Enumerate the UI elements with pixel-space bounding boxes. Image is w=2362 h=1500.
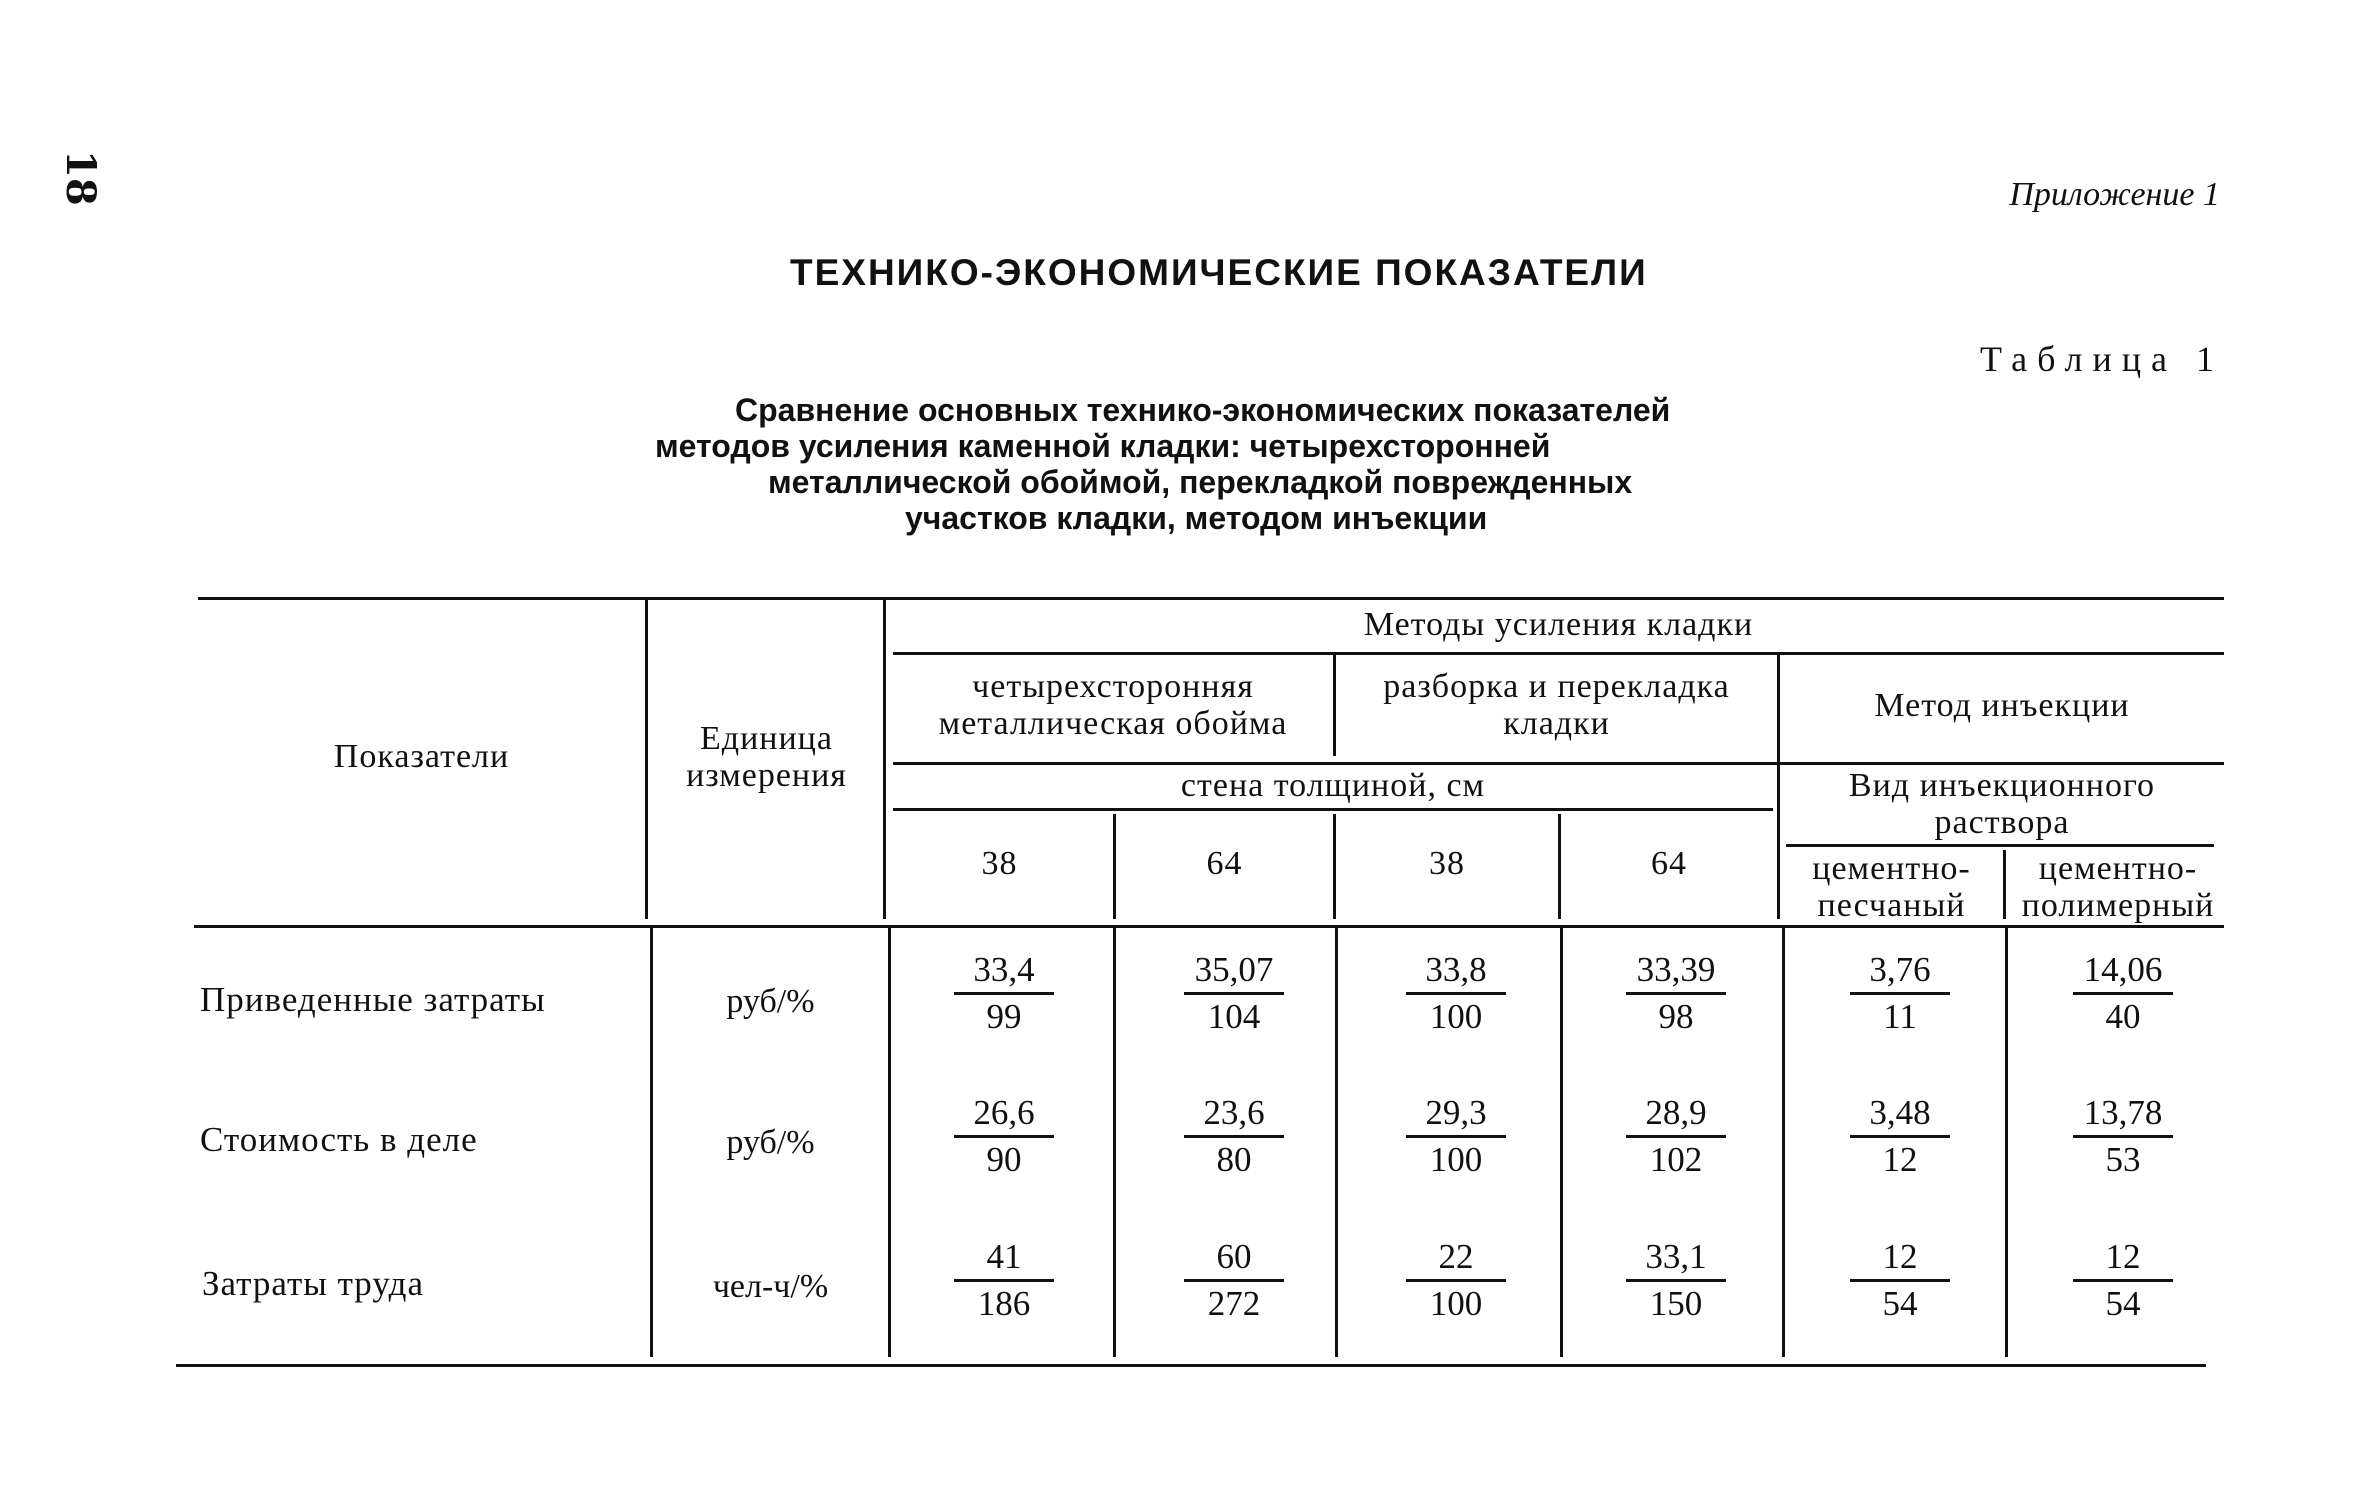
fraction-bar [1184, 1135, 1284, 1138]
header-unit-line-2: измерения [686, 757, 847, 794]
header-bottom-rule [194, 925, 2224, 928]
value-numerator: 26,6 [973, 1093, 1035, 1132]
value-numerator: 41 [986, 1237, 1022, 1276]
fraction-bar [1850, 1135, 1950, 1138]
value-numerator: 12 [2105, 1237, 2141, 1276]
value-numerator: 13,78 [2083, 1093, 2163, 1132]
caption-line-4: участков кладки, методом инъекции [905, 500, 1488, 536]
value-denominator: 40 [2105, 997, 2141, 1036]
table-label: Таблица 1 [1980, 339, 2224, 379]
value-denominator: 186 [977, 1284, 1031, 1323]
fraction-bar [1406, 1135, 1506, 1138]
value-cell [1386, 1093, 1526, 1180]
row-unit-reduced-costs: руб/% [726, 983, 815, 1020]
value-denominator: 12 [1882, 1140, 1918, 1179]
row-unit-cost-in-place: руб/% [726, 1124, 815, 1161]
value-denominator: 99 [986, 997, 1022, 1036]
header-thickness-64-a: 64 [1206, 845, 1243, 882]
header-method-frame-line-1: четырехсторонняя [972, 668, 1254, 705]
value-cell [1606, 1093, 1746, 1180]
body-split-5 [2005, 925, 2008, 1357]
header-solution-cement-polymer [2006, 850, 2230, 924]
fraction-bar [2073, 1135, 2173, 1138]
header-wall-thickness: стена толщиной, см [1180, 767, 1486, 804]
value-denominator: 104 [1207, 997, 1261, 1036]
subheader-rule [893, 762, 2224, 765]
value-cell [2053, 950, 2193, 1037]
value-numerator: 28,9 [1645, 1093, 1707, 1132]
fraction-bar [2073, 1279, 2173, 1282]
solution-rule [1786, 844, 2214, 847]
value-numerator: 35,07 [1194, 950, 1274, 989]
fraction-bar [954, 1135, 1054, 1138]
value-cell [1606, 950, 1746, 1037]
values-col-rule-body [888, 925, 891, 1357]
fraction-bar [1406, 992, 1506, 995]
header-thickness-38-a: 38 [981, 845, 1018, 882]
thickness-rule [893, 808, 1773, 811]
value-cell [934, 1237, 1074, 1324]
value-cell [1606, 1237, 1746, 1324]
value-cell [2053, 1093, 2193, 1180]
fraction-bar [1184, 1279, 1284, 1282]
value-denominator: 53 [2105, 1140, 2141, 1179]
header-indicator: Показатели [333, 738, 510, 775]
caption-line-2: методов усиления каменной кладки: четырехсторонней [655, 428, 1551, 464]
value-denominator: 100 [1429, 997, 1483, 1036]
value-numerator: 33,1 [1645, 1237, 1707, 1276]
value-cell [1386, 1237, 1526, 1324]
value-numerator: 22 [1438, 1237, 1474, 1276]
value-cell [1164, 1237, 1304, 1324]
header-thickness-64-b: 64 [1651, 845, 1687, 882]
value-denominator: 11 [1883, 997, 1917, 1036]
value-denominator: 100 [1429, 1140, 1483, 1179]
row-label-labor-costs: Затраты труда [202, 1264, 424, 1303]
value-denominator: 54 [1882, 1284, 1918, 1323]
value-denominator: 100 [1429, 1284, 1483, 1323]
value-numerator: 33,8 [1425, 950, 1487, 989]
header-method-frame-line-2: металлическая обойма [938, 705, 1288, 742]
row-label-reduced-costs: Приведенные затраты [200, 980, 546, 1019]
header-method-relay-line-2: кладки [1503, 705, 1610, 742]
header-solution-cement-sand [1780, 850, 2003, 924]
header-thickness-38-b: 38 [1429, 845, 1465, 882]
caption-line-1: Сравнение основных технико-экономических показателей [735, 392, 1671, 428]
header-solution-type-line-1: Вид инъекционного [1848, 767, 2156, 804]
value-numerator: 12 [1882, 1237, 1918, 1276]
header-method-relay-line-1: разборка и перекладка [1383, 668, 1730, 705]
value-cell [1830, 950, 1970, 1037]
caption-line-3: металлической обоймой, перекладкой поврежденных [768, 464, 1633, 500]
fraction-bar [1184, 992, 1284, 995]
table-bottom-rule [176, 1364, 2206, 1367]
row-label-cost-in-place: Стоимость в деле [200, 1120, 478, 1159]
fraction-bar [954, 992, 1054, 995]
page-number: 18 [57, 150, 104, 206]
value-numerator: 3,76 [1869, 950, 1931, 989]
header-solution-cement-polymer-line-2: полимерный [2021, 887, 2215, 924]
value-cell [1164, 1093, 1304, 1180]
page-title: ТЕХНИКО-ЭКОНОМИЧЕСКИЕ ПОКАЗАТЕЛИ [790, 252, 1648, 293]
value-numerator: 3,48 [1869, 1093, 1931, 1132]
header-solution-cement-sand-line-1: цементно- [1812, 850, 1971, 887]
appendix-label: Приложение 1 [2009, 176, 2220, 213]
value-cell [1386, 950, 1526, 1037]
fraction-bar [1626, 1135, 1726, 1138]
value-denominator: 80 [1216, 1140, 1252, 1179]
row-unit-labor-costs: чел-ч/% [712, 1268, 829, 1305]
value-numerator: 33,4 [973, 950, 1035, 989]
value-cell [934, 950, 1074, 1037]
value-cell [1830, 1093, 1970, 1180]
header-method-injection: Метод инъекции [1874, 687, 2130, 724]
header-solution-type [1780, 767, 2224, 841]
value-cell [1830, 1237, 1970, 1324]
value-denominator: 150 [1649, 1284, 1703, 1323]
header-methods: Методы усиления кладки [1363, 606, 1754, 643]
body-split-2 [1335, 925, 1338, 1357]
header-solution-cement-polymer-line-1: цементно- [2038, 850, 2198, 887]
value-denominator: 98 [1658, 997, 1694, 1036]
value-numerator: 14,06 [2083, 950, 2163, 989]
value-denominator: 272 [1207, 1284, 1261, 1323]
fraction-bar [1850, 1279, 1950, 1282]
unit-col-rule [645, 597, 648, 919]
table-top-rule [198, 597, 2224, 600]
value-denominator: 102 [1649, 1140, 1703, 1179]
value-denominator: 90 [986, 1140, 1022, 1179]
value-cell [1164, 950, 1304, 1037]
header-unit-line-1: Единица [700, 720, 833, 757]
fraction-bar [1850, 992, 1950, 995]
header-solution-cement-sand-line-2: песчаный [1817, 887, 1966, 924]
fraction-bar [1626, 992, 1726, 995]
value-numerator: 29,3 [1425, 1093, 1487, 1132]
fraction-bar [1406, 1279, 1506, 1282]
value-denominator: 54 [2105, 1284, 2141, 1323]
header-method-frame [893, 668, 1333, 742]
body-split-4 [1782, 925, 1785, 1357]
header-unit [650, 720, 883, 794]
value-cell [934, 1093, 1074, 1180]
methods-rule [893, 652, 2224, 655]
fraction-bar [954, 1279, 1054, 1282]
value-numerator: 60 [1216, 1237, 1252, 1276]
value-numerator: 33,39 [1636, 950, 1716, 989]
body-split-1 [1113, 925, 1116, 1357]
value-cell [2053, 1237, 2193, 1324]
body-split-3 [1560, 925, 1563, 1357]
value-numerator: 23,6 [1203, 1093, 1265, 1132]
header-solution-type-line-2: раствора [1934, 804, 2070, 841]
fraction-bar [2073, 992, 2173, 995]
header-method-relay [1336, 668, 1777, 742]
fraction-bar [1626, 1279, 1726, 1282]
